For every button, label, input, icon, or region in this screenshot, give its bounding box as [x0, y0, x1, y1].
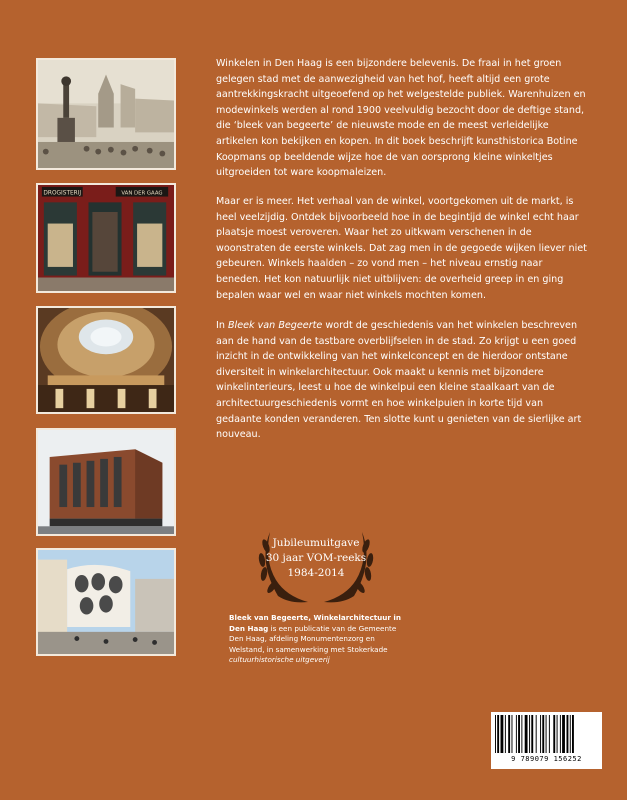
colophon-title: Bleek van Begeerte, Winkelarchitectuur in Den Haag: [229, 613, 402, 633]
book-title-inline: Bleek van Begeerte: [227, 320, 323, 331]
paragraph-3-lead: In: [216, 320, 228, 331]
body-paragraph-3: [216, 318, 590, 454]
photo-bijenkorf-department-store: [36, 428, 176, 536]
badge-line-3: 1984-2014: [287, 567, 345, 579]
colophon-text: is een publicatie van de Gemeente Den Haag, afdeling Monumentenzorg en Welstand, in samenwerking met Stokerkade: [229, 623, 397, 654]
paragraph-1-text: Winkelen in Den Haag is een bijzondere belevenis. De fraai in het groen gelegen stad met de aanwezigheid van het hof, heeft altijd een grote aantrekkingskracht uitgeoefend op het welgestelde publiek. Warenhuizen en modewinkels werden al rond 1900 veelvuldig bezocht door de deftige stand, die ‘bleek van begeerte’ de nieuwste mode en de meest verleidelijke artikelen kon bekijken en kopen. In dit boek beschrijft kunsthistorica Botine Koopmans op beeldende wijze hoe de van oorsprong kleine winkeltjes uitgroeiden tot ware koopmaleizen.: [216, 58, 586, 179]
body-paragraph-2: [216, 194, 590, 314]
barcode-bars: [495, 715, 598, 753]
paragraph-3-text: [216, 318, 590, 443]
colophon-publisher: cultuurhistorische uitgeverij: [229, 655, 330, 664]
isbn-barcode: [491, 712, 602, 769]
colophon: [229, 613, 409, 666]
badge-line-2: 30 jaar VOM-reeks: [265, 552, 367, 564]
svg-text:DROGISTERIJ: DROGISTERIJ: [43, 190, 82, 197]
photo-drogisterij-storefront: [36, 183, 176, 293]
isbn-number: 9 789079 156252: [511, 755, 582, 763]
body-paragraph-1: [216, 56, 590, 192]
paragraph-2-text: Maar er is meer. Het verhaal van de winkel, voortgekomen uit de markt, is heel veelzijdig. Ontdek bijvoorbeeld hoe in de begintijd de winkel echt haar plaatsje moest veroveren. Waar het zo uitkwam verschenen in de woonstraten de eerste winkels. Dat zag men in de gegoede wijken liever niet gebeuren. Winkels haalden – zo vond men – het niveau ernstig naar beneden. Het kon natuurlijk niet uitblijven: de overheid greep in en ging bepalen waar wel en waar niet winkels mochten komen.: [216, 196, 587, 301]
photo-modern-shopping-street: [36, 548, 176, 656]
paragraph-3-rest: wordt de geschiedenis van het winkelen beschreven aan de hand van de tastbare overblijfselen in de stad. Zo krijgt u een goed inzicht in de ontwikkeling van het winkelconcept en de hierdoor ontstane diversiteit in winkelarchitectuur. Ook maakt u kennis met bijzondere winkelinterieurs, leest u hoe de winkelpui een kleine staalkaart van de architectuurgeschiedenis vormt en hoe winkelpuien in korte tijd van gedaante konden veranderen. Ten slotte kunt u genieten van de sierlijke art nouveau.: [216, 320, 582, 441]
svg-text:VAN DER GAAG: VAN DER GAAG: [121, 190, 163, 197]
photo-domed-shopping-arcade: [36, 306, 176, 414]
badge-line-1: Jubileumuitgave: [272, 537, 360, 549]
photo-market-square-engraving: [36, 58, 176, 170]
jubilee-badge: [250, 522, 382, 608]
badge-text: [250, 536, 382, 581]
